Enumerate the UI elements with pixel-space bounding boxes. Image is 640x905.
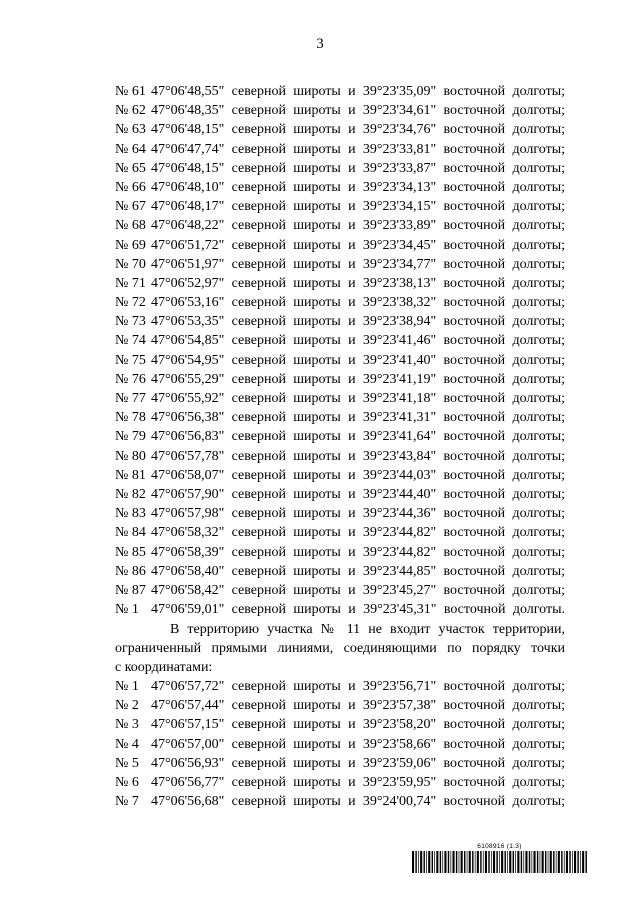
coordinate-row xyxy=(115,600,565,619)
point-coordinates: 47°06'58,42" северной широты и 39°23'45,27" восточной долготы; xyxy=(151,582,565,598)
point-number: № 4 xyxy=(115,736,139,752)
paragraph-line-1: В территорию участка № 11 не входит участок территории, xyxy=(170,622,565,637)
point-coordinates: 47°06'57,72" северной широты и 39°23'56,71" восточной долготы; xyxy=(151,679,565,694)
point-number: № 6 xyxy=(115,774,139,790)
point-number: № 73 xyxy=(115,314,146,330)
point-coordinates: 47°06'58,39" северной широты и 39°23'44,82" восточной долготы; xyxy=(151,544,565,560)
point-number: № 83 xyxy=(115,506,146,522)
coordinate-row xyxy=(115,101,565,120)
coordinate-row xyxy=(115,523,565,542)
point-number: № 85 xyxy=(115,544,146,560)
point-coordinates: 47°06'59,01" северной широты и 39°23'45,31" восточной долготы. xyxy=(151,602,565,618)
point-number: № 3 xyxy=(115,717,139,733)
point-coordinates: 47°06'57,00" северной широты и 39°23'58,66" восточной долготы; xyxy=(151,736,565,752)
point-number: № 67 xyxy=(115,199,146,215)
page-number: 3 xyxy=(316,36,324,52)
point-coordinates: 47°06'56,68" северной широты и 39°24'00,74" восточной долготы; xyxy=(151,794,565,810)
point-coordinates: 47°06'56,38" северной широты и 39°23'41,31" восточной долготы; xyxy=(151,410,565,426)
coordinate-row xyxy=(115,715,565,734)
point-number: № 79 xyxy=(115,429,146,445)
coordinate-row xyxy=(115,82,565,101)
point-coordinates: 47°06'57,44" северной широты и 39°23'57,38" восточной долготы; xyxy=(151,698,565,714)
point-coordinates: 47°06'56,77" северной широты и 39°23'59,95" восточной долготы; xyxy=(151,774,565,790)
point-number: № 68 xyxy=(115,218,146,234)
coordinate-row xyxy=(115,389,565,408)
point-number: № 77 xyxy=(115,391,146,406)
coordinate-row xyxy=(115,197,565,216)
point-number: № 62 xyxy=(115,103,146,119)
point-coordinates: 47°06'51,72" северной широты и 39°23'34,45" восточной долготы; xyxy=(151,237,565,253)
coordinate-row xyxy=(115,331,565,350)
coordinate-row xyxy=(115,274,565,293)
point-number: № 71 xyxy=(115,275,146,291)
coordinate-row xyxy=(115,351,565,370)
point-number: № 74 xyxy=(115,333,146,349)
point-coordinates: 47°06'57,90" северной широты и 39°23'44,40" восточной долготы; xyxy=(151,486,565,502)
point-number: № 63 xyxy=(115,122,146,138)
point-coordinates: 47°06'54,85" северной широты и 39°23'41,46" восточной долготы; xyxy=(151,333,565,349)
point-coordinates: 47°06'52,97" северной широты и 39°23'38,13" восточной долготы; xyxy=(151,275,565,291)
coordinate-row xyxy=(115,447,565,466)
point-coordinates: 47°06'58,07" северной широты и 39°23'44,03" восточной долготы; xyxy=(151,467,565,483)
point-coordinates: 47°06'48,22" северной широты и 39°23'33,89" восточной долготы; xyxy=(151,218,565,234)
exclusion-paragraph xyxy=(115,620,565,678)
coordinate-row xyxy=(115,504,565,523)
point-coordinates: 47°06'55,29" северной широты и 39°23'41,19" восточной долготы; xyxy=(151,371,565,387)
point-coordinates: 47°06'48,15" северной широты и 39°23'34,76" восточной долготы; xyxy=(151,122,565,138)
point-coordinates: 47°06'56,83" северной широты и 39°23'41,64" восточной долготы; xyxy=(151,429,565,445)
point-coordinates: 47°06'51,97" северной широты и 39°23'34,77" восточной долготы; xyxy=(151,256,565,272)
coordinate-row xyxy=(115,696,565,715)
point-number: № 70 xyxy=(115,256,146,272)
coordinate-row xyxy=(115,792,565,811)
coordinate-row xyxy=(115,140,565,159)
point-coordinates: 47°06'48,10" северной широты и 39°23'34,13" восточной долготы; xyxy=(151,179,565,195)
point-coordinates: 47°06'53,35" северной широты и 39°23'38,94" восточной долготы; xyxy=(151,314,565,330)
point-number: № 69 xyxy=(115,237,146,253)
point-coordinates: 47°06'57,15" северной широты и 39°23'58,20" восточной долготы; xyxy=(151,717,565,733)
coordinate-row xyxy=(115,427,565,446)
coordinate-row xyxy=(115,754,565,773)
point-number: № 5 xyxy=(115,755,139,771)
point-coordinates: 47°06'48,15" северной широты и 39°23'33,87" восточной долготы; xyxy=(151,160,565,176)
coordinate-list-main xyxy=(115,82,565,619)
point-number: № 72 xyxy=(115,295,146,311)
point-coordinates: 47°06'54,95" северной широты и 39°23'41,40" восточной долготы; xyxy=(151,352,565,368)
point-number: № 2 xyxy=(115,698,139,714)
point-number: № 1 xyxy=(115,679,139,694)
coordinate-row xyxy=(115,735,565,754)
point-coordinates: 47°06'47,74" северной широты и 39°23'33,81" восточной долготы; xyxy=(151,141,565,157)
point-number: № 82 xyxy=(115,486,146,502)
point-number: № 81 xyxy=(115,467,146,483)
point-coordinates: 47°06'57,98" северной широты и 39°23'44,36" восточной долготы; xyxy=(151,506,565,522)
coordinate-row xyxy=(115,159,565,178)
point-number: № 80 xyxy=(115,448,146,464)
point-coordinates: 47°06'53,16" северной широты и 39°23'38,32" восточной долготы; xyxy=(151,295,565,311)
point-coordinates: 47°06'55,92" северной широты и 39°23'41,18" восточной долготы; xyxy=(151,391,565,406)
coordinate-row xyxy=(115,543,565,562)
coordinate-list-excluded xyxy=(115,677,565,811)
point-number: № 75 xyxy=(115,352,146,368)
point-number: № 7 xyxy=(115,794,139,810)
point-number: № 76 xyxy=(115,371,146,387)
paragraph-line-3: с координатами: xyxy=(115,660,213,676)
coordinate-row xyxy=(115,120,565,139)
point-coordinates: 47°06'48,17" северной широты и 39°23'34,15" восточной долготы; xyxy=(151,199,565,215)
point-coordinates: 47°06'56,93" северной широты и 39°23'59,06" восточной долготы; xyxy=(151,755,565,771)
coordinate-row xyxy=(115,370,565,389)
coordinate-row xyxy=(115,581,565,600)
point-number: № 61 xyxy=(115,84,146,99)
coordinate-row xyxy=(115,677,565,696)
point-coordinates: 47°06'48,35" северной широты и 39°23'34,61" восточной долготы; xyxy=(151,103,565,119)
point-coordinates: 47°06'48,55" северной широты и 39°23'35,09" восточной долготы; xyxy=(151,84,565,99)
coordinate-row xyxy=(115,216,565,235)
point-number: № 65 xyxy=(115,160,146,176)
coordinate-row xyxy=(115,562,565,581)
paragraph-line-2: ограниченный прямыми линиями, соединяющими по порядку точки xyxy=(115,641,565,657)
coordinate-row xyxy=(115,466,565,485)
point-number: № 1 xyxy=(115,602,139,618)
point-number: № 64 xyxy=(115,141,146,157)
coordinate-row xyxy=(115,312,565,331)
coordinate-row xyxy=(115,485,565,504)
barcode-label: 6108916 (1.3) xyxy=(477,843,522,850)
coordinate-row xyxy=(115,178,565,197)
coordinate-row xyxy=(115,236,565,255)
coordinate-row xyxy=(115,773,565,792)
point-number: № 84 xyxy=(115,525,146,541)
point-number: № 87 xyxy=(115,582,146,598)
barcode-image xyxy=(412,851,587,873)
point-number: № 78 xyxy=(115,410,146,426)
coordinate-row xyxy=(115,408,565,427)
point-number: № 66 xyxy=(115,179,146,195)
point-number: № 86 xyxy=(115,563,146,579)
point-coordinates: 47°06'58,32" северной широты и 39°23'44,82" восточной долготы; xyxy=(151,525,565,541)
coordinate-row xyxy=(115,293,565,312)
barcode-block xyxy=(412,843,587,873)
coordinate-row xyxy=(115,255,565,274)
point-coordinates: 47°06'58,40" северной широты и 39°23'44,85" восточной долготы; xyxy=(151,563,565,579)
point-coordinates: 47°06'57,78" северной широты и 39°23'43,84" восточной долготы; xyxy=(151,448,565,464)
